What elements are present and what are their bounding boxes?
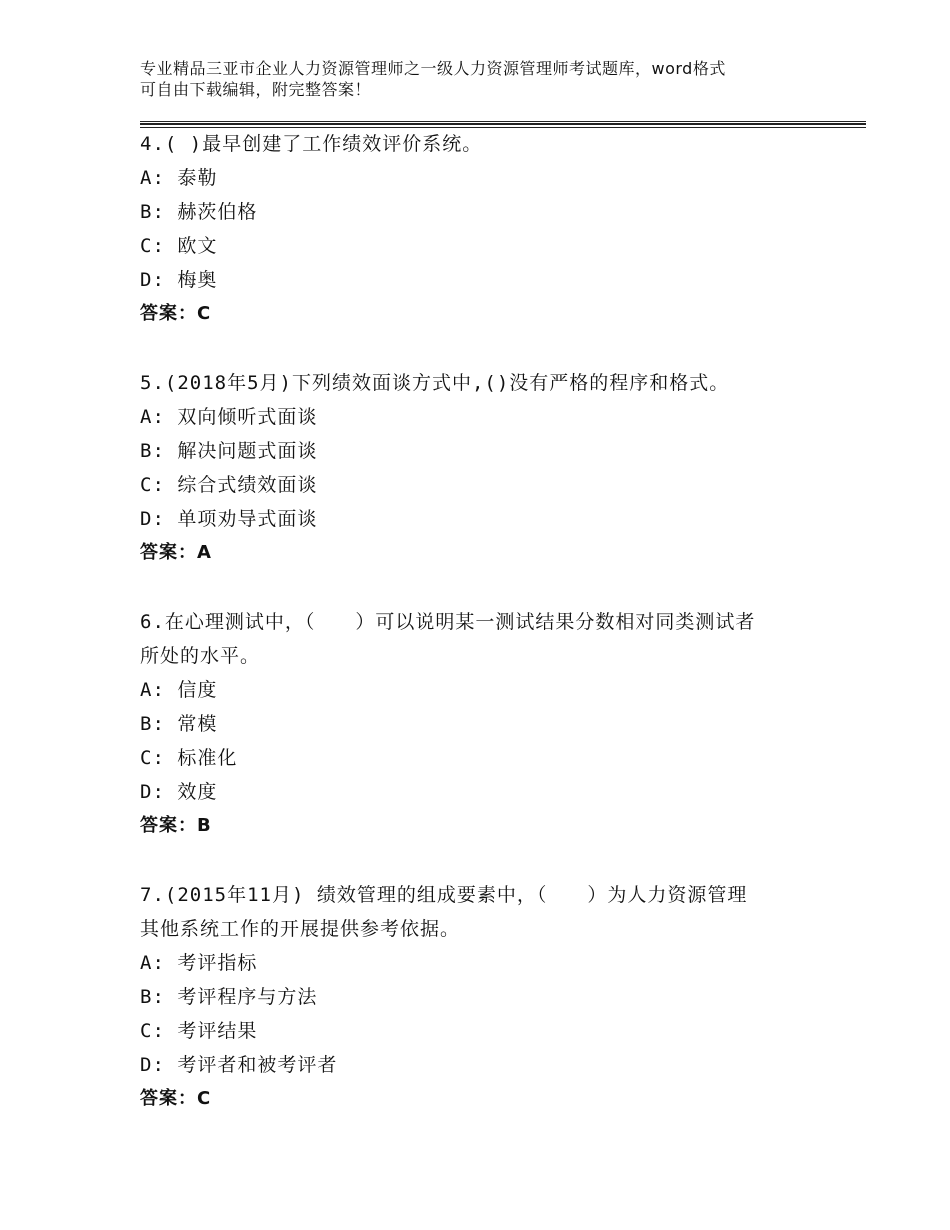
header-line-1: 专业精品三亚市企业人力资源管理师之一级人力资源管理师考试题库，word格式 (140, 59, 726, 78)
option-b: B: 常模 (140, 713, 218, 735)
option-d: D: 考评者和被考评者 (140, 1054, 338, 1076)
header-rule-thick (140, 123, 866, 125)
option-a: A: 泰勒 (140, 167, 218, 189)
option-a: A: 信度 (140, 679, 218, 701)
option-b: B: 赫茨伯格 (140, 201, 258, 223)
question-6 (140, 605, 820, 843)
option-d: D: 单项劝导式面谈 (140, 508, 318, 530)
answer: 答案：A (140, 542, 212, 563)
option-a: A: 考评指标 (140, 952, 258, 974)
answer: 答案：B (140, 815, 212, 836)
question-stem: 6.在心理测试中，（ ）可以说明某一测试结果分数相对同类测试者 (140, 611, 756, 633)
option-b: B: 解决问题式面谈 (140, 440, 318, 462)
answer: 答案：C (140, 303, 212, 324)
question-stem-continued: 其他系统工作的开展提供参考依据。 (140, 918, 461, 940)
answer: 答案：C (140, 1088, 212, 1109)
option-b: B: 考评程序与方法 (140, 986, 318, 1008)
option-d: D: 效度 (140, 781, 218, 803)
option-c: C: 标准化 (140, 747, 238, 769)
option-c: C: 考评结果 (140, 1020, 258, 1042)
option-a: A: 双向倾听式面谈 (140, 406, 318, 428)
header-rule-thin-top (140, 121, 866, 122)
header-line-2: 可自由下载编辑，附完整答案！ (140, 80, 372, 99)
question-stem-continued: 所处的水平。 (140, 645, 261, 667)
option-d: D: 梅奥 (140, 269, 218, 291)
question-stem: 5.(2018年5月)下列绩效面谈方式中,()没有严格的程序和格式。 (140, 372, 730, 394)
question-4 (140, 127, 820, 331)
question-5 (140, 366, 820, 570)
question-stem: 4.( )最早创建了工作绩效评价系统。 (140, 133, 483, 155)
option-c: C: 欧文 (140, 235, 218, 257)
option-c: C: 综合式绩效面谈 (140, 474, 318, 496)
question-stem: 7.(2015年11月) 绩效管理的组成要素中，（ ）为人力资源管理 (140, 884, 748, 906)
document-header (140, 58, 840, 100)
question-7 (140, 878, 820, 1116)
